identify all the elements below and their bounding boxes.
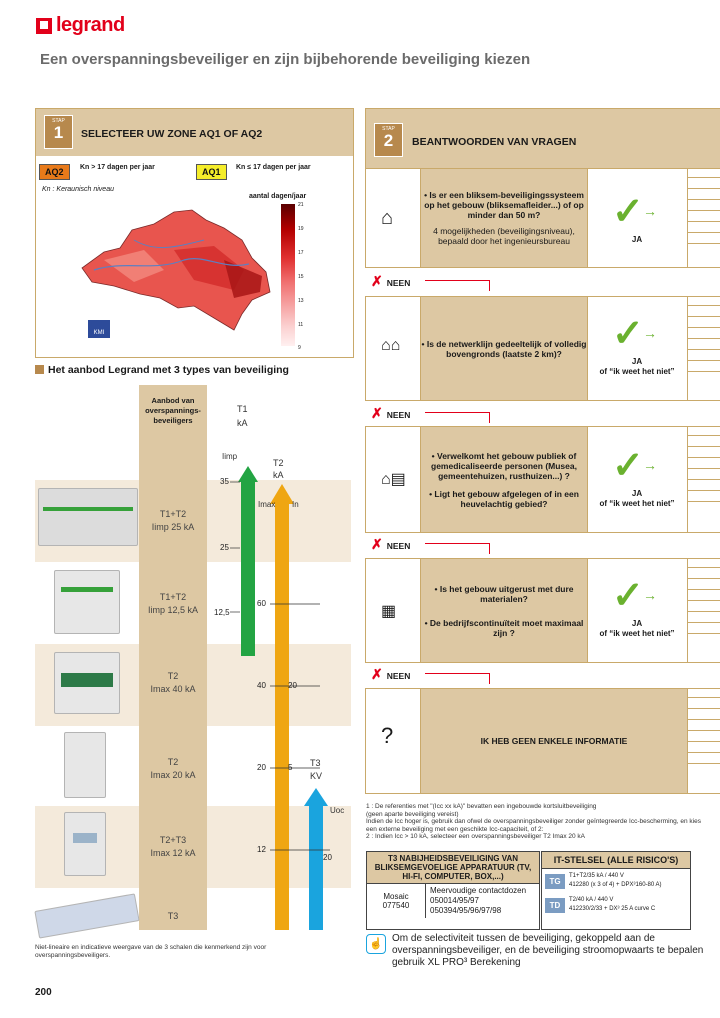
cross-icon: ✗: [371, 666, 383, 682]
checkmark-icon: ✓: [612, 445, 644, 487]
question-row-5: [365, 688, 720, 794]
answer-or: of “ik weet het niet”: [599, 499, 675, 508]
t1-unit: kA: [237, 418, 248, 428]
question-row-1: [365, 168, 720, 268]
step2-number: 2: [383, 131, 394, 150]
t3-tick: 20: [323, 853, 332, 862]
row-lines: [688, 177, 720, 254]
td-line: T2/40 kA / 440 V: [569, 897, 614, 903]
cross-icon: ✗: [371, 536, 383, 552]
legend-color-scale: [281, 204, 295, 346]
t3-table-header: T3 NABIJHEIDSBEVEILIGING VAN BLIKSEMGEVOELIGE APPARATUUR (TV, HI-FI, COMPUTER, BOX,...): [367, 852, 539, 884]
question-cell: [420, 559, 588, 662]
product-rating: Imax 12 kA: [150, 848, 196, 858]
i-max-label: Imax: [258, 500, 276, 509]
product-image-t3: [34, 893, 139, 938]
offer-heading-text: Het aanbod Legrand met 3 types van beveiliging: [48, 364, 289, 376]
houses-network-icon: ⌂⌂: [381, 337, 401, 354]
legend-title: aantal dagen/jaar: [249, 193, 307, 200]
answer-ja: JA: [631, 489, 643, 498]
equipment-icon: ▦: [381, 603, 397, 620]
step2-badge: [374, 123, 403, 157]
in-tick: 5: [288, 763, 293, 772]
t1-label: T1: [237, 404, 248, 414]
answer-or: of “ik weet het niet”: [599, 629, 675, 638]
product-type: T1+T2: [159, 592, 187, 602]
answer-cell: [587, 427, 688, 532]
step2-header-ext: [687, 108, 720, 169]
legend-value: 9: [298, 345, 301, 351]
i-n-label: In: [292, 500, 299, 509]
cross-icon: ✗: [371, 273, 383, 289]
zone-map-panel: [35, 156, 354, 358]
stap-word: STAP: [382, 126, 395, 132]
i-imp-label: Iimp: [222, 452, 238, 461]
arrow-right-icon: →: [643, 203, 657, 219]
kmi-logo: [88, 320, 110, 338]
t3-refs: 050394/95/96/97/98: [430, 906, 502, 915]
offer-column-header: Aanbod van overspannings-beveiligers: [145, 396, 201, 425]
neen-label-3: [371, 536, 410, 553]
t3-unit: KV: [310, 771, 323, 781]
question-cell: [420, 297, 588, 400]
footnotes: [366, 803, 706, 841]
product-image-t1t2-12: [54, 570, 120, 634]
answer-cell: [587, 559, 688, 662]
tg-line: 412280 (x 3 of 4) + DPX³160-80 A): [569, 882, 662, 888]
td-badge: TD: [545, 898, 565, 913]
neen-label-1: [371, 273, 410, 290]
arrow-right-icon: →: [643, 457, 657, 473]
neen-connector: [425, 673, 490, 684]
question-row-4: [365, 558, 720, 663]
arrow-right-icon: →: [643, 325, 657, 341]
belgium-map: [74, 190, 274, 340]
t3-label: T3: [310, 758, 321, 768]
tg-badge: TG: [545, 874, 565, 889]
step1-number: 1: [53, 123, 64, 142]
question-row-3: [365, 426, 720, 533]
question-cell: [420, 427, 588, 532]
row-lines: [688, 567, 720, 644]
checkmark-icon: ✓: [612, 191, 644, 233]
neen-connector: [425, 412, 490, 423]
page-number: 200: [35, 987, 52, 998]
t2-label: T2: [273, 458, 284, 468]
arrow-right-icon: →: [643, 587, 657, 603]
legend-value: 21: [298, 202, 304, 208]
product-type: T3: [167, 911, 179, 921]
question-text: • Is er een bliksem-beveiligingssysteem op het gebouw (bliksemafleider...) of op minder dan 50 m?: [424, 190, 584, 220]
t2-tick: 12: [257, 845, 266, 854]
legend-value: 11: [298, 322, 304, 328]
row-lines: [688, 435, 720, 512]
footnote: (geen aparte beveiliging vereist): [366, 810, 459, 818]
page-title: Een overspanningsbeveiliger en zijn bijbehorende beveiliging kiezen: [40, 51, 531, 68]
neen-connector: [425, 280, 490, 291]
row-lines: [688, 697, 720, 774]
answer-ja: JA: [631, 235, 643, 244]
question-cell: [420, 169, 588, 267]
neen-label-4: [371, 666, 410, 683]
aq1-tag: AQ1: [196, 164, 227, 180]
neen-text: NEEN: [386, 541, 411, 551]
question-cell: [420, 689, 688, 793]
u-oc-label: Uoc: [330, 806, 345, 815]
product-type: T2+T3: [159, 835, 187, 845]
product-image-t1t2-25: [38, 488, 138, 546]
tg-line: T1+T2/35 kA / 440 V: [569, 873, 624, 879]
in-tick: 20: [288, 681, 297, 690]
product-rating: Iimp 12,5 kA: [147, 605, 199, 615]
t3-refs: 050014/95/97: [430, 896, 479, 905]
legend-value: 17: [298, 250, 304, 256]
public-building-icon: ⌂▤: [381, 471, 406, 488]
answer-or: of “ik weet het niet”: [599, 367, 675, 376]
legrand-logo: [36, 14, 125, 37]
legend-value: 19: [298, 226, 304, 232]
product-image-t2-40: [54, 652, 120, 714]
kn-note: Kn : Keraunisch niveau: [42, 186, 114, 193]
question-text: • Is de netwerklijn gedeeltelijk of volledig bovengronds (laatste 2 km)?: [421, 338, 587, 359]
neen-label-2: [371, 405, 410, 422]
footnote: 1 : De referenties met "(Icc xx kA)" bevatten een ingebouwde kortsluitbeveiliging: [366, 803, 597, 810]
t3-table: [366, 851, 540, 930]
product-rating: Imax 20 kA: [150, 770, 196, 780]
question-text: • Verwelkomt het gebouw publiek of gemedicaliseerde personen (Musea, gemeentehuizen, rusthuizen...) ?: [431, 450, 577, 481]
question-text: • De bedrijfscontinuïteit moet maximaal zijn ?: [424, 617, 584, 638]
t2-tick: 60: [257, 599, 266, 608]
question-row-2: [365, 296, 720, 401]
t3-mosaic: Mosaic 077540: [367, 884, 426, 918]
product-rating: Imax 40 kA: [150, 684, 196, 694]
question-subtext: 4 mogelijkheden (beveiligingsniveau), bepaald door het ingenieursbureau: [433, 226, 575, 246]
offer-heading: [35, 364, 289, 376]
neen-text: NEEN: [386, 410, 411, 420]
footnote: 2 : Indien Icc > 10 kA, selecteer een overspanningsbeveiliger T2 Imax 20 kA: [366, 833, 586, 840]
question-text: • Ligt het gebouw afgelegen of in een heuvelachtig gebied?: [429, 488, 579, 509]
step1-header: [35, 108, 354, 157]
td-line: 412230/2/33 + DX³ 25 A curve C: [569, 906, 656, 912]
neen-text: NEEN: [386, 671, 411, 681]
step2-header: [365, 108, 689, 169]
answer-cell: [587, 169, 688, 267]
house-icon: ⌂: [381, 207, 394, 229]
product-image-t2-20: [64, 732, 106, 798]
bottom-note: Om de selectiviteit tussen de beveiliging, gekoppeld aan de overspanningsbeveiliger, en de beveiliging stroomopwaarts te bepalen gebruik XL PRO³ Berekening: [392, 933, 704, 968]
cross-icon: ✗: [371, 405, 383, 421]
product-image-t2t3-12: [64, 812, 106, 876]
answer-ja: JA: [631, 357, 643, 366]
it-table-header: IT-STELSEL (ALLE RISICO'S): [542, 852, 690, 869]
neen-text: NEEN: [386, 278, 411, 288]
step2-title: BEANTWOORDEN VAN VRAGEN: [412, 136, 577, 148]
row-lines: [688, 305, 720, 382]
question-text: IK HEB GEEN ENKELE INFORMATIE: [480, 736, 628, 746]
t3-right-title: Meervoudige contactdozen: [430, 886, 527, 895]
aq1-desc: Kn ≤ 17 dagen per jaar: [236, 164, 311, 171]
brand-name: legrand: [56, 14, 125, 36]
aq2-desc: Kn > 17 dagen per jaar: [80, 164, 155, 171]
thinking-person-icon: ?: [381, 723, 394, 748]
t1-tick: 35: [220, 477, 229, 486]
legrand-logo-mark: [36, 18, 52, 34]
kmi-label: KMI: [93, 330, 105, 336]
legend-value: 13: [298, 298, 304, 304]
it-table: [541, 851, 691, 930]
product-rating: Iimp 25 kA: [151, 522, 195, 532]
t1-tick: 25: [220, 543, 229, 552]
step2-panel: [365, 108, 720, 796]
answer-ja: JA: [631, 619, 643, 628]
t2-tick: 40: [257, 681, 266, 690]
calculator-icon: ☝: [366, 934, 386, 954]
product-type: T2: [167, 757, 179, 767]
product-type: T1+T2: [159, 509, 187, 519]
scale-note: Niet-lineaire en indicatieve weergave van de 3 schalen die kenmerkend zijn voor overspanningsbeveiligers.: [35, 944, 267, 959]
t2-tick: 20: [257, 763, 266, 772]
checkmark-icon: ✓: [612, 313, 644, 355]
product-type: T2: [167, 671, 179, 681]
bullet-square: [35, 365, 44, 374]
checkmark-icon: ✓: [612, 575, 644, 617]
step1-title: SELECTEER UW ZONE AQ1 OF AQ2: [81, 128, 263, 140]
t2-unit: kA: [273, 470, 284, 480]
aq2-tag: AQ2: [39, 164, 70, 180]
answer-cell: [587, 297, 688, 400]
legend-value: 15: [298, 274, 304, 280]
t1-tick: 12,5: [214, 608, 230, 617]
neen-connector: [425, 543, 490, 554]
footnote: Indien de Icc hoger is, gebruik dan ofwel de overspanningsbeveiliger zonder geïntegreerde Icc-bescherming, en kies een externe beveiliging met een geschikte Icc-capaciteit, of 2:: [366, 818, 701, 833]
question-text: • Is het gebouw uitgerust met dure materialen?: [434, 583, 574, 604]
step1-badge: [44, 115, 73, 149]
stap-word: STAP: [52, 118, 65, 124]
